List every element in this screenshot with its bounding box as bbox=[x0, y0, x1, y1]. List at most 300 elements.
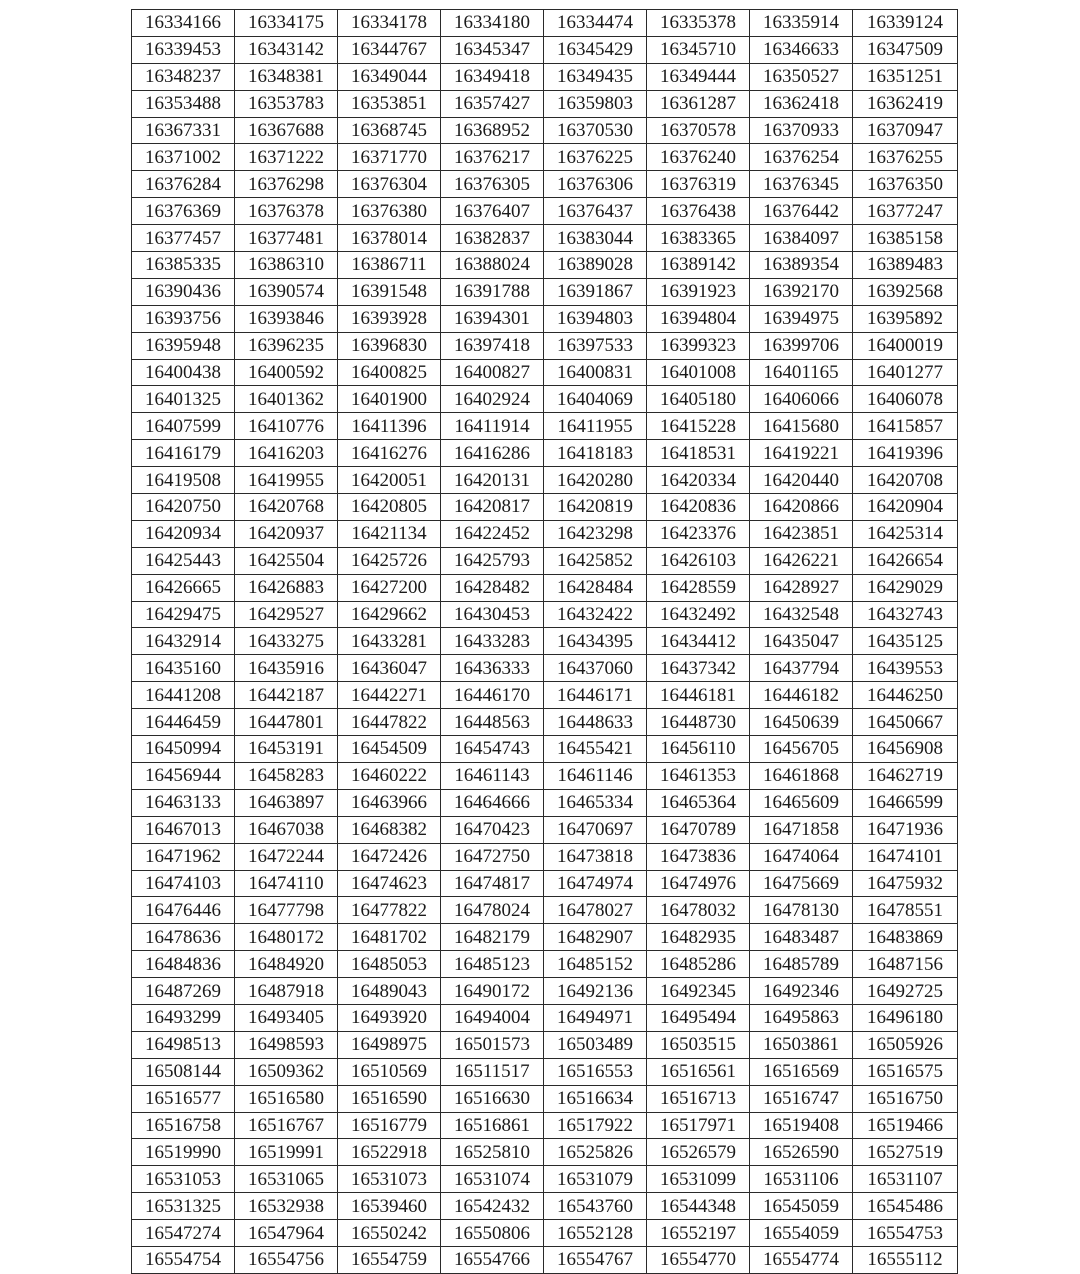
table-cell: 16460222 bbox=[338, 762, 441, 789]
table-cell: 16490172 bbox=[441, 978, 544, 1005]
table-cell: 16462719 bbox=[853, 762, 958, 789]
table-cell: 16525810 bbox=[441, 1139, 544, 1166]
table-row bbox=[132, 655, 958, 682]
table-cell: 16376305 bbox=[441, 171, 544, 198]
table-cell: 16516575 bbox=[853, 1058, 958, 1085]
table-cell: 16410776 bbox=[235, 413, 338, 440]
table-row bbox=[132, 1058, 958, 1085]
table-cell: 16426654 bbox=[853, 547, 958, 574]
table-row bbox=[132, 574, 958, 601]
table-cell: 16349435 bbox=[544, 63, 647, 90]
table-cell: 16448633 bbox=[544, 709, 647, 736]
table-row bbox=[132, 520, 958, 547]
table-cell: 16473836 bbox=[647, 843, 750, 870]
table-row bbox=[132, 709, 958, 736]
table-cell: 16426665 bbox=[132, 574, 235, 601]
table-cell: 16339453 bbox=[132, 36, 235, 63]
table-cell: 16554756 bbox=[235, 1246, 338, 1273]
table-cell: 16516569 bbox=[750, 1058, 853, 1085]
table-cell: 16447801 bbox=[235, 709, 338, 736]
table-cell: 16474974 bbox=[544, 870, 647, 897]
table-cell: 16420934 bbox=[132, 520, 235, 547]
table-cell: 16437794 bbox=[750, 655, 853, 682]
table-cell: 16429662 bbox=[338, 601, 441, 628]
table-cell: 16516634 bbox=[544, 1085, 647, 1112]
table-cell: 16511517 bbox=[441, 1058, 544, 1085]
table-row bbox=[132, 198, 958, 225]
table-cell: 16435125 bbox=[853, 628, 958, 655]
table-cell: 16432422 bbox=[544, 601, 647, 628]
table-cell: 16505926 bbox=[853, 1031, 958, 1058]
table-cell: 16353783 bbox=[235, 90, 338, 117]
table-cell: 16446170 bbox=[441, 682, 544, 709]
table-cell: 16389483 bbox=[853, 252, 958, 279]
table-cell: 16400827 bbox=[441, 359, 544, 386]
table-cell: 16516767 bbox=[235, 1112, 338, 1139]
table-cell: 16423298 bbox=[544, 520, 647, 547]
table-cell: 16480172 bbox=[235, 924, 338, 951]
table-cell: 16376350 bbox=[853, 171, 958, 198]
table-cell: 16465364 bbox=[647, 789, 750, 816]
table-cell: 16376437 bbox=[544, 198, 647, 225]
table-row bbox=[132, 843, 958, 870]
table-cell: 16416203 bbox=[235, 440, 338, 467]
table-cell: 16335914 bbox=[750, 10, 853, 37]
table-row bbox=[132, 63, 958, 90]
table-cell: 16545059 bbox=[750, 1193, 853, 1220]
table-cell: 16393756 bbox=[132, 305, 235, 332]
table-cell: 16484920 bbox=[235, 951, 338, 978]
table-cell: 16419508 bbox=[132, 467, 235, 494]
table-cell: 16420866 bbox=[750, 494, 853, 521]
table-row bbox=[132, 278, 958, 305]
table-row bbox=[132, 467, 958, 494]
table-cell: 16435916 bbox=[235, 655, 338, 682]
table-cell: 16526590 bbox=[750, 1139, 853, 1166]
table-cell: 16404069 bbox=[544, 386, 647, 413]
table-cell: 16555112 bbox=[853, 1246, 958, 1273]
table-cell: 16377457 bbox=[132, 225, 235, 252]
table-cell: 16345429 bbox=[544, 36, 647, 63]
table-cell: 16383044 bbox=[544, 225, 647, 252]
table-cell: 16400825 bbox=[338, 359, 441, 386]
table-cell: 16376369 bbox=[132, 198, 235, 225]
table-cell: 16362419 bbox=[853, 90, 958, 117]
table-cell: 16498513 bbox=[132, 1031, 235, 1058]
table-cell: 16465609 bbox=[750, 789, 853, 816]
table-cell: 16554767 bbox=[544, 1246, 647, 1273]
table-cell: 16552128 bbox=[544, 1220, 647, 1247]
table-cell: 16416179 bbox=[132, 440, 235, 467]
table-cell: 16442271 bbox=[338, 682, 441, 709]
table-cell: 16481702 bbox=[338, 924, 441, 951]
table-cell: 16395948 bbox=[132, 332, 235, 359]
table-cell: 16423376 bbox=[647, 520, 750, 547]
table-cell: 16433283 bbox=[441, 628, 544, 655]
table-cell: 16420750 bbox=[132, 494, 235, 521]
table-cell: 16531073 bbox=[338, 1166, 441, 1193]
table-cell: 16554759 bbox=[338, 1246, 441, 1273]
table-cell: 16476446 bbox=[132, 897, 235, 924]
table-cell: 16400831 bbox=[544, 359, 647, 386]
table-cell: 16470789 bbox=[647, 816, 750, 843]
table-row bbox=[132, 90, 958, 117]
table-cell: 16382837 bbox=[441, 225, 544, 252]
table-cell: 16446182 bbox=[750, 682, 853, 709]
table-row bbox=[132, 252, 958, 279]
table-cell: 16503861 bbox=[750, 1031, 853, 1058]
table-cell: 16467038 bbox=[235, 816, 338, 843]
table-cell: 16426221 bbox=[750, 547, 853, 574]
table-cell: 16390436 bbox=[132, 278, 235, 305]
table-cell: 16485053 bbox=[338, 951, 441, 978]
table-cell: 16464666 bbox=[441, 789, 544, 816]
table-row bbox=[132, 1246, 958, 1273]
table-cell: 16492345 bbox=[647, 978, 750, 1005]
table-cell: 16385335 bbox=[132, 252, 235, 279]
table-cell: 16470697 bbox=[544, 816, 647, 843]
document-page bbox=[131, 9, 949, 1274]
table-row bbox=[132, 117, 958, 144]
table-row bbox=[132, 1220, 958, 1247]
table-cell: 16376254 bbox=[750, 144, 853, 171]
table-cell: 16510569 bbox=[338, 1058, 441, 1085]
table-cell: 16516747 bbox=[750, 1085, 853, 1112]
table-cell: 16430453 bbox=[441, 601, 544, 628]
table-cell: 16446181 bbox=[647, 682, 750, 709]
table-cell: 16411955 bbox=[544, 413, 647, 440]
table-cell: 16446171 bbox=[544, 682, 647, 709]
table-cell: 16359803 bbox=[544, 90, 647, 117]
table-cell: 16415680 bbox=[750, 413, 853, 440]
table-cell: 16450667 bbox=[853, 709, 958, 736]
table-cell: 16347509 bbox=[853, 36, 958, 63]
table-row bbox=[132, 762, 958, 789]
table-cell: 16554754 bbox=[132, 1246, 235, 1273]
table-cell: 16437342 bbox=[647, 655, 750, 682]
table-cell: 16554059 bbox=[750, 1220, 853, 1247]
table-cell: 16367331 bbox=[132, 117, 235, 144]
table-cell: 16391867 bbox=[544, 278, 647, 305]
table-cell: 16367688 bbox=[235, 117, 338, 144]
table-cell: 16419396 bbox=[853, 440, 958, 467]
table-cell: 16370530 bbox=[544, 117, 647, 144]
table-row bbox=[132, 1193, 958, 1220]
table-cell: 16495863 bbox=[750, 1004, 853, 1031]
table-cell: 16432548 bbox=[750, 601, 853, 628]
table-cell: 16391548 bbox=[338, 278, 441, 305]
table-cell: 16547274 bbox=[132, 1220, 235, 1247]
table-row bbox=[132, 736, 958, 763]
table-cell: 16376319 bbox=[647, 171, 750, 198]
table-row bbox=[132, 951, 958, 978]
table-cell: 16463133 bbox=[132, 789, 235, 816]
table-cell: 16335378 bbox=[647, 10, 750, 37]
table-cell: 16478024 bbox=[441, 897, 544, 924]
table-row bbox=[132, 494, 958, 521]
table-cell: 16478636 bbox=[132, 924, 235, 951]
table-cell: 16428482 bbox=[441, 574, 544, 601]
table-cell: 16425443 bbox=[132, 547, 235, 574]
table-cell: 16554770 bbox=[647, 1246, 750, 1273]
table-cell: 16494004 bbox=[441, 1004, 544, 1031]
table-row bbox=[132, 1166, 958, 1193]
table-cell: 16526579 bbox=[647, 1139, 750, 1166]
table-cell: 16376298 bbox=[235, 171, 338, 198]
table-cell: 16376304 bbox=[338, 171, 441, 198]
table-cell: 16472244 bbox=[235, 843, 338, 870]
table-cell: 16448563 bbox=[441, 709, 544, 736]
table-cell: 16334180 bbox=[441, 10, 544, 37]
table-cell: 16411914 bbox=[441, 413, 544, 440]
table-cell: 16482179 bbox=[441, 924, 544, 951]
table-cell: 16473818 bbox=[544, 843, 647, 870]
table-cell: 16483869 bbox=[853, 924, 958, 951]
table-cell: 16348381 bbox=[235, 63, 338, 90]
table-cell: 16474623 bbox=[338, 870, 441, 897]
table-cell: 16400592 bbox=[235, 359, 338, 386]
table-cell: 16531107 bbox=[853, 1166, 958, 1193]
table-cell: 16376438 bbox=[647, 198, 750, 225]
table-cell: 16420051 bbox=[338, 467, 441, 494]
table-cell: 16516713 bbox=[647, 1085, 750, 1112]
table-cell: 16456110 bbox=[647, 736, 750, 763]
table-cell: 16420819 bbox=[544, 494, 647, 521]
table-cell: 16478130 bbox=[750, 897, 853, 924]
table-cell: 16420280 bbox=[544, 467, 647, 494]
table-cell: 16427200 bbox=[338, 574, 441, 601]
table-cell: 16531074 bbox=[441, 1166, 544, 1193]
table-row bbox=[132, 870, 958, 897]
table-cell: 16401900 bbox=[338, 386, 441, 413]
table-cell: 16474817 bbox=[441, 870, 544, 897]
table-cell: 16400019 bbox=[853, 332, 958, 359]
table-cell: 16345710 bbox=[647, 36, 750, 63]
table-cell: 16428559 bbox=[647, 574, 750, 601]
table-cell: 16396235 bbox=[235, 332, 338, 359]
table-cell: 16478032 bbox=[647, 897, 750, 924]
table-cell: 16531099 bbox=[647, 1166, 750, 1193]
table-cell: 16425504 bbox=[235, 547, 338, 574]
table-cell: 16334175 bbox=[235, 10, 338, 37]
table-cell: 16498975 bbox=[338, 1031, 441, 1058]
table-cell: 16508144 bbox=[132, 1058, 235, 1085]
table-cell: 16454743 bbox=[441, 736, 544, 763]
table-cell: 16420904 bbox=[853, 494, 958, 521]
table-cell: 16426103 bbox=[647, 547, 750, 574]
table-cell: 16472750 bbox=[441, 843, 544, 870]
table-cell: 16383365 bbox=[647, 225, 750, 252]
table-cell: 16376284 bbox=[132, 171, 235, 198]
table-cell: 16550242 bbox=[338, 1220, 441, 1247]
table-cell: 16485789 bbox=[750, 951, 853, 978]
table-cell: 16421134 bbox=[338, 520, 441, 547]
table-cell: 16422452 bbox=[441, 520, 544, 547]
table-cell: 16477822 bbox=[338, 897, 441, 924]
table-cell: 16420805 bbox=[338, 494, 441, 521]
table-cell: 16463966 bbox=[338, 789, 441, 816]
table-cell: 16433275 bbox=[235, 628, 338, 655]
table-cell: 16532938 bbox=[235, 1193, 338, 1220]
table-cell: 16554766 bbox=[441, 1246, 544, 1273]
table-cell: 16384097 bbox=[750, 225, 853, 252]
table-cell: 16471962 bbox=[132, 843, 235, 870]
table-cell: 16542432 bbox=[441, 1193, 544, 1220]
table-cell: 16456944 bbox=[132, 762, 235, 789]
table-cell: 16478027 bbox=[544, 897, 647, 924]
table-row bbox=[132, 332, 958, 359]
table-cell: 16516590 bbox=[338, 1085, 441, 1112]
table-cell: 16392170 bbox=[750, 278, 853, 305]
table-cell: 16447822 bbox=[338, 709, 441, 736]
table-cell: 16437060 bbox=[544, 655, 647, 682]
table-row bbox=[132, 171, 958, 198]
table-cell: 16487156 bbox=[853, 951, 958, 978]
table-cell: 16428484 bbox=[544, 574, 647, 601]
table-cell: 16394975 bbox=[750, 305, 853, 332]
table-row bbox=[132, 789, 958, 816]
table-cell: 16407599 bbox=[132, 413, 235, 440]
table-cell: 16432743 bbox=[853, 601, 958, 628]
table-cell: 16349418 bbox=[441, 63, 544, 90]
table-cell: 16543760 bbox=[544, 1193, 647, 1220]
table-cell: 16401362 bbox=[235, 386, 338, 413]
table-cell: 16435160 bbox=[132, 655, 235, 682]
table-cell: 16531065 bbox=[235, 1166, 338, 1193]
table-cell: 16485286 bbox=[647, 951, 750, 978]
table-cell: 16516553 bbox=[544, 1058, 647, 1085]
table-cell: 16482907 bbox=[544, 924, 647, 951]
table-cell: 16376240 bbox=[647, 144, 750, 171]
table-cell: 16435047 bbox=[750, 628, 853, 655]
table-cell: 16503515 bbox=[647, 1031, 750, 1058]
table-row bbox=[132, 359, 958, 386]
table-cell: 16405180 bbox=[647, 386, 750, 413]
table-cell: 16376378 bbox=[235, 198, 338, 225]
table-row bbox=[132, 1031, 958, 1058]
table-cell: 16554753 bbox=[853, 1220, 958, 1247]
table-cell: 16415857 bbox=[853, 413, 958, 440]
table-cell: 16348237 bbox=[132, 63, 235, 90]
table-cell: 16493405 bbox=[235, 1004, 338, 1031]
table-cell: 16454509 bbox=[338, 736, 441, 763]
table-cell: 16406078 bbox=[853, 386, 958, 413]
table-cell: 16376407 bbox=[441, 198, 544, 225]
table-cell: 16420937 bbox=[235, 520, 338, 547]
table-cell: 16492136 bbox=[544, 978, 647, 1005]
table-cell: 16351251 bbox=[853, 63, 958, 90]
table-cell: 16539460 bbox=[338, 1193, 441, 1220]
table-cell: 16484836 bbox=[132, 951, 235, 978]
table-cell: 16519408 bbox=[750, 1112, 853, 1139]
table-row bbox=[132, 10, 958, 37]
table-cell: 16474110 bbox=[235, 870, 338, 897]
table-cell: 16450994 bbox=[132, 736, 235, 763]
table-row bbox=[132, 628, 958, 655]
table-cell: 16415228 bbox=[647, 413, 750, 440]
table-cell: 16425314 bbox=[853, 520, 958, 547]
table-cell: 16391788 bbox=[441, 278, 544, 305]
table-cell: 16489043 bbox=[338, 978, 441, 1005]
table-cell: 16439553 bbox=[853, 655, 958, 682]
table-cell: 16394301 bbox=[441, 305, 544, 332]
table-cell: 16428927 bbox=[750, 574, 853, 601]
table-cell: 16468382 bbox=[338, 816, 441, 843]
table-cell: 16376255 bbox=[853, 144, 958, 171]
table-cell: 16370933 bbox=[750, 117, 853, 144]
table-cell: 16368952 bbox=[441, 117, 544, 144]
table-cell: 16461143 bbox=[441, 762, 544, 789]
table-cell: 16516861 bbox=[441, 1112, 544, 1139]
table-cell: 16525826 bbox=[544, 1139, 647, 1166]
table-cell: 16391923 bbox=[647, 278, 750, 305]
table-cell: 16368745 bbox=[338, 117, 441, 144]
table-cell: 16516750 bbox=[853, 1085, 958, 1112]
table-cell: 16393928 bbox=[338, 305, 441, 332]
table-cell: 16376225 bbox=[544, 144, 647, 171]
table-cell: 16401008 bbox=[647, 359, 750, 386]
table-cell: 16420708 bbox=[853, 467, 958, 494]
table-cell: 16401277 bbox=[853, 359, 958, 386]
table-cell: 16552197 bbox=[647, 1220, 750, 1247]
table-cell: 16545486 bbox=[853, 1193, 958, 1220]
table-cell: 16436333 bbox=[441, 655, 544, 682]
table-cell: 16378014 bbox=[338, 225, 441, 252]
table-cell: 16353488 bbox=[132, 90, 235, 117]
table-cell: 16461353 bbox=[647, 762, 750, 789]
table-row bbox=[132, 1004, 958, 1031]
table-cell: 16446250 bbox=[853, 682, 958, 709]
table-cell: 16467013 bbox=[132, 816, 235, 843]
table-cell: 16420768 bbox=[235, 494, 338, 521]
table-cell: 16371002 bbox=[132, 144, 235, 171]
table-cell: 16455421 bbox=[544, 736, 647, 763]
table-cell: 16474101 bbox=[853, 843, 958, 870]
table-cell: 16465334 bbox=[544, 789, 647, 816]
table-row bbox=[132, 978, 958, 1005]
table-cell: 16394803 bbox=[544, 305, 647, 332]
table-cell: 16461868 bbox=[750, 762, 853, 789]
table-cell: 16456705 bbox=[750, 736, 853, 763]
table-cell: 16390574 bbox=[235, 278, 338, 305]
table-cell: 16434395 bbox=[544, 628, 647, 655]
table-cell: 16349444 bbox=[647, 63, 750, 90]
table-cell: 16361287 bbox=[647, 90, 750, 117]
table-cell: 16478551 bbox=[853, 897, 958, 924]
table-cell: 16425793 bbox=[441, 547, 544, 574]
table-cell: 16472426 bbox=[338, 843, 441, 870]
table-cell: 16376306 bbox=[544, 171, 647, 198]
number-table bbox=[131, 9, 958, 1274]
table-cell: 16517971 bbox=[647, 1112, 750, 1139]
table-cell: 16434412 bbox=[647, 628, 750, 655]
table-row bbox=[132, 816, 958, 843]
table-cell: 16531325 bbox=[132, 1193, 235, 1220]
table-cell: 16376345 bbox=[750, 171, 853, 198]
table-cell: 16385158 bbox=[853, 225, 958, 252]
table-cell: 16550806 bbox=[441, 1220, 544, 1247]
table-cell: 16531106 bbox=[750, 1166, 853, 1193]
table-cell: 16370947 bbox=[853, 117, 958, 144]
table-row bbox=[132, 225, 958, 252]
table-cell: 16376217 bbox=[441, 144, 544, 171]
table-cell: 16477798 bbox=[235, 897, 338, 924]
table-cell: 16458283 bbox=[235, 762, 338, 789]
table-cell: 16493299 bbox=[132, 1004, 235, 1031]
table-cell: 16345347 bbox=[441, 36, 544, 63]
table-cell: 16474103 bbox=[132, 870, 235, 897]
table-cell: 16517922 bbox=[544, 1112, 647, 1139]
